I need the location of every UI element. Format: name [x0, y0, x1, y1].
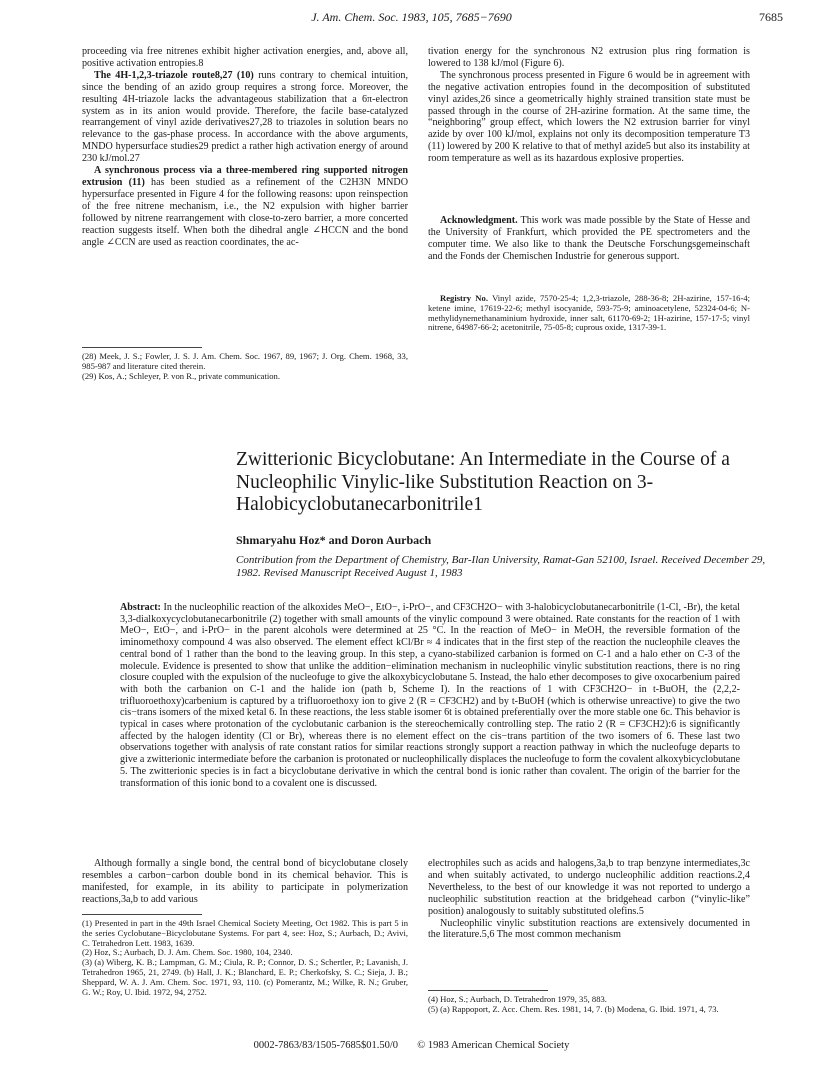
footnote-5: (5) (a) Rappoport, Z. Acc. Chem. Res. 1981, 14, 7. (b) Modena, G. Ibid. 1971, 4, 73. [428, 1003, 719, 1014]
lower-right-column [428, 858, 750, 941]
abstract-label: Abstract: [120, 602, 161, 613]
triazole-route-heading: The 4H-1,2,3-triazole route8,27 (10) [94, 69, 254, 81]
intro-paragraph-1: Although formally a single bond, the central bond of bicyclobutane closely resembles a carbon−carbon double bond in its chemical behavior. This is manifested, for example, in its ability to participate in polymerization reactions,3a,b to add various [82, 858, 408, 905]
article-authors: Shmaryahu Hoz* and Doron Aurbach [236, 533, 432, 547]
intro-paragraph-2: Nucleophilic vinylic substitution reactions are extensively documented in the literature.5,6 The most common mechanism [428, 917, 750, 941]
triazole-route-text: runs contrary to chemical intuition, since the bending of an azido group requires a strong force. Moreover, the resulting 4H-triazole lacks the advantageous stabilization that a 6π-electron system as in its anion would provide. Therefore, the facile base-catalyzed rearrangement of vinyl azide derivatives27,28 to triazoles in solution bears no relevance to the gas-phase process. In accordance with the above arguments, MNDO hypersurface studies29 predict a rather high activation energy of around 230 kJ/mol.27 [82, 69, 408, 165]
page-number: 7685 [759, 10, 783, 24]
journal-header: J. Am. Chem. Soc. 1983, 105, 7685−7690 [311, 10, 512, 24]
article-title: Zwitterionic Bicyclobutane: An Intermediate in the Course of a Nucleophilic Vinylic-like Substitution Reaction on 3-Halobicyclobutanecarbonitrile1 [236, 449, 730, 515]
abstract-text: In the nucleophilic reaction of the alkoxides MeO−, EtO−, i-PrO−, and CF3CH2O− with 3-halobicyclobutanecarbonitrile (1-Cl, -Br), the ketal 3,3-dialkoxycyclobutanecarbonitrile (2) together with small amounts of the vinylic compound 3 were obtained. Rate constants for the reaction of 1 with MeO−, EtO−, and i-PrO− in the parent alcohols were determined at 25 °C. In the reaction of MeO− in MeOH, the reversible formation of the iminomethoxy compound 4 was also observed. The element effect kCl/Br ≈ 4 indicates that in the first step of the reaction the nucleophile cleaves the central bond of 1 rather than the bond to the leaving group. In this step, a cyano-stabilized carbanion is formed on C-1 and a halo ether on C-3 of the molecule. Evidence is presented to show that unlike the addition−elimination mechanism in nucleophilic vinylic substitution reactions, there is no ring closure coupled with the expulsion of the nucleofuge to give the alkoxybicyclobutane 5. Instead, the halo ether decomposes to give oxocarbenium paired with both the carbanion on C-1 and the halide ion (path b, Scheme I). In the reactions of 1 with CF3CH2O− in t-BuOH, the (2,2,2-trifluoroethoxy)carbenium is captured by a trifluoroethoxy ion to give 2 (R = CF3CH2) and by t-BuOH (which is otherwise unreactive) to give the two cis−trans isomers of the mixed ketal 6. In these reactions, the less stable isomer 6t is obtained preferentially over the more stable one 6c. This behavior is typical in cases where protonation of the cyclobutanic carbanion is the stereochemically controlling step. The ratio 2 (R = CF3CH2):6 is significantly affected by the halogen identity (Cl or Br), whereas there is no element effect on the cis−trans partition of the two isomers of 6. These last two observations together with analysis of rate constant ratios for similar reactions strongly support a reaction pathway in which the nucleofuge departs to give a zwitterionic intermediate before the carbanion is protonated or nucleophilically displaces the nucleofuge to form the covalent alkoxybicyclobutane 5. The zwitterionic species is in fact a bicyclobutane derivative in which the central bond is ionic rather than covalent. The origin of the barrier for the transformation of this ionic bond to a covalent one is discussed. [120, 602, 740, 789]
upper-right-column [428, 46, 750, 165]
page-footer [0, 1040, 823, 1051]
lower-left-column [82, 858, 408, 906]
footnote-4: (4) Hoz, S.; Aurbach, D. Tetrahedron 1979, 35, 883. [428, 994, 607, 1004]
synchronous-process-text: has been studied as a refinement of the C2H3N MNDO hypersurface presented in Figure 4 for the following reasons: upon reinspection of the free nitrene mechanism, i.e., the N2 expulsion with higher barrier followed by nitrene rearrangement with close-to-zero barrier, a more concerted reaction suggests itself. When both the dihedral angle ∠HCCN and the bond angle ∠CCN are used as reaction coordinates, the ac- [82, 176, 408, 248]
footnote-divider-upper-left [82, 347, 202, 348]
footnote-3: (3) (a) Wiberg, K. B.; Lampman, G. M.; Ciula, R. P.; Connor, D. S.; Schertler, P.; Lavanish, J. Tetrahedron 1965, 21, 2749. (b) Hall, J. K.; Blanchard, E. P.; Cherkofsky, S. C.; Sieja, J. B.; Sheppard, W. A. J. Am. Chem. Soc. 1971, 93, 110. (c) Pomerantz, M.; Wilke, R. N.; Gruber, G. W.; Roy, U. Ibid. 1972, 94, 2752. [82, 957, 408, 997]
acknowledgment [428, 215, 750, 263]
article-affiliation: Contribution from the Department of Chemistry, Bar-Ilan University, Ramat-Gan 52100, Israel. Received December 29, 1982. Revised Manuscript Received August 1, 1983 [236, 554, 766, 579]
abstract [120, 602, 740, 789]
synchronous-process-heading: A synchronous process via a three-membered ring supported nitrogen extrusion (11) [82, 165, 408, 188]
registry-text: Vinyl azide, 7570-25-4; 1,2,3-triazole, 288-36-8; 2H-azirine, 157-16-4; ketene imine, 17619-22-6; methyl isocyanide, 593-75-9; aminoacetylene, 52324-04-6; N-methylidynemethanaminium hydroxide, inner salt, 61170-69-2; 1H-azirine, 157-17-5; vinyl nitrene, 64987-66-2; acetonitrile, 75-05-8; cuprous oxide, 1317-39-1. [428, 293, 750, 333]
upper-left-paragraph-3 [82, 165, 408, 248]
upper-left-column [82, 46, 408, 248]
acknowledgment-text: This work was made possible by the State of Hesse and the University of Frankfurt, which provided the PE spectrometers and the computer time. We also like to thank the Deutsche Forschungsgemeinschaft and the Fonds der Chemischen Industrie for generous support. [428, 215, 750, 262]
copyright: © 1983 American Chemical Society [417, 1040, 570, 1051]
footnote-2: (2) Hoz, S.; Aurbach, D. J. Am. Chem. Soc. 1980, 104, 2340. [82, 947, 293, 958]
intro-paragraph-1-continued: electrophiles such as acids and halogens,3a,b to trap benzyne intermediates,3c and when suitably activated, to undergo nucleophilic addition reactions.2,4 Nevertheless, to the best of our knowledge it was not reported to undergo a nucleophilic substitution reaction at the bridgehead carbon (“vinylic-like” position) analogously to suitably substituted olefins.5 [428, 858, 750, 917]
upper-right-paragraph-2: The synchronous process presented in Figure 6 would be in agreement with the negative activation entropies found in the decomposition of substituted vinyl azides,26 since a geometrically highly strained transition state must be passed through in the course of 2H-azirine formation. At the same time, the “neighboring” group effect, which lowers the N2 extrusion barrier for vinyl azide by over 100 kJ/mol, explains not only its decomposition temperature T3 (11) lowered by 200 K relative to that of methyl azide5 but also its instability at room temperature as well as its hazardous explosive properties. [428, 69, 750, 165]
upper-right-paragraph-1: tivation energy for the synchronous N2 extrusion plus ring formation is lowered to 138 kJ/mol (Figure 6). [428, 46, 750, 69]
footnote-divider-lower-left [82, 914, 202, 915]
footnote-29: (29) Kos, A.; Schleyer, P. von R., private communication. [82, 370, 280, 381]
upper-left-paragraph-1: proceeding via free nitrenes exhibit higher activation energies, and, above all, positive activation entropies.8 [82, 46, 408, 69]
lower-left-footnotes [82, 919, 408, 997]
footnote-1: (1) Presented in part in the 49th Israel Chemical Society Meeting, Oct 1982. This is part 5 in the series Cyclobutane−Bicyclobutane Systems. For part 4, see: Hoz, S.; Aurbach, D.; Avivi, C. Tetrahedron Lett. 1983, 1639. [82, 918, 408, 948]
registry-numbers [428, 294, 750, 333]
lower-right-footnotes [428, 995, 750, 1015]
upper-left-paragraph-2 [82, 70, 408, 165]
upper-left-footnotes [82, 352, 408, 381]
registry-heading: Registry No. [440, 293, 488, 303]
footnote-28: (28) Meek, J. S.; Fowler, J. S. J. Am. Chem. Soc. 1967, 89, 1967; J. Org. Chem. 1968, 33, 985-987 and literature cited therein. [82, 351, 408, 371]
footnote-divider-lower-right [428, 990, 548, 991]
article-code: 0002-7863/83/1505-7685$01.50/0 [253, 1040, 399, 1051]
acknowledgment-heading: Acknowledgment. [440, 215, 518, 226]
